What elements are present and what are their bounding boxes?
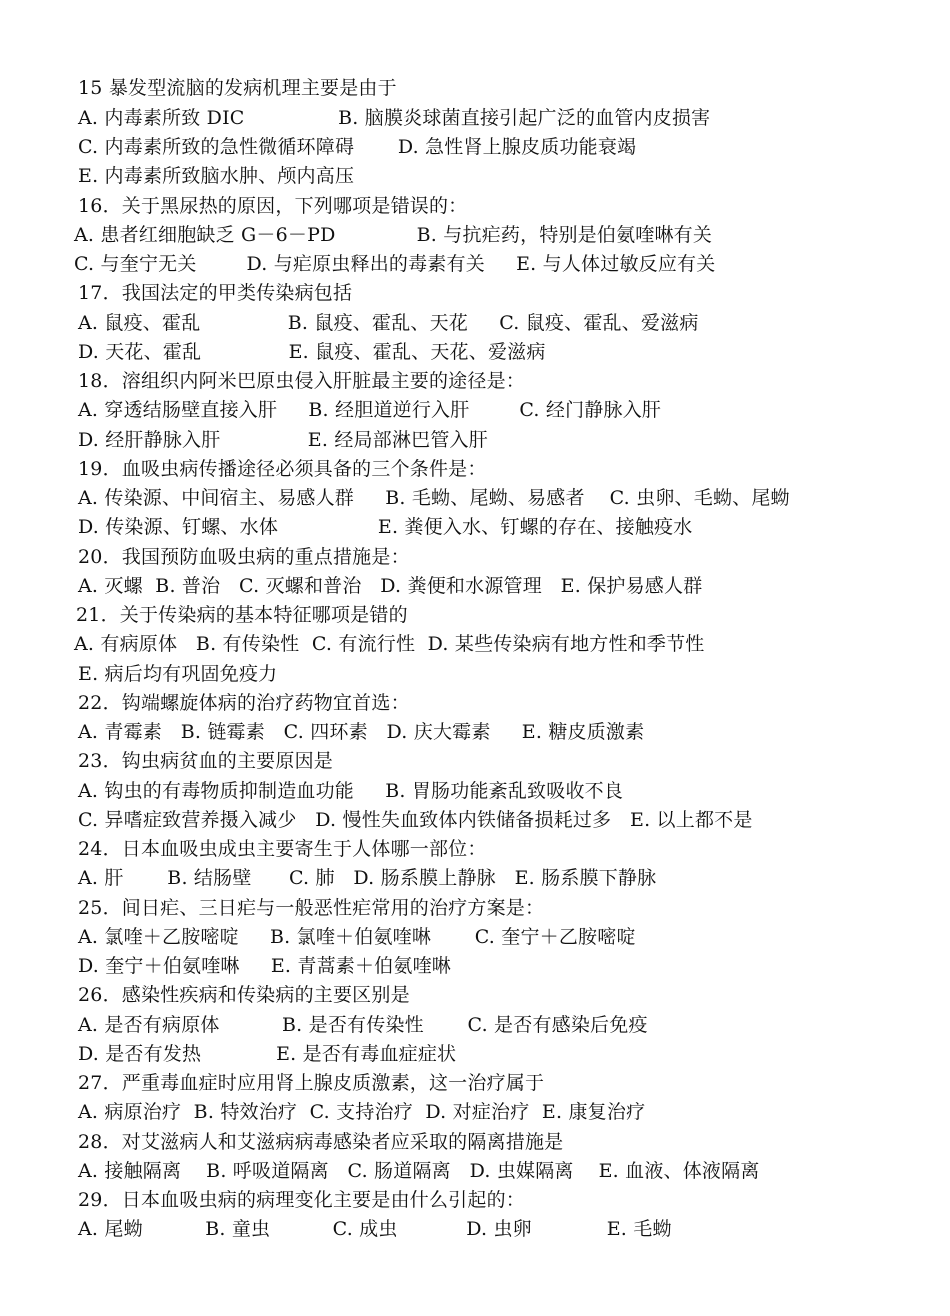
options-line: A. 青霉素 B. 链霉素 C. 四环素 D. 庆大霉素 E. 糖皮质激素 [78,721,645,743]
options-line: D. 是否有发热 E. 是否有毒血症症状 [78,1043,457,1065]
options-line: E. 内毒素所致脑水肿、颅内高压 [78,165,355,187]
question-15: 15 暴发型流脑的发病机理主要是由于 [78,77,397,99]
question-20: 20．我国预防血吸虫病的重点措施是： [78,546,410,568]
question-27: 27．严重毒血症时应用肾上腺皮质激素，这一治疗属于 [78,1072,545,1094]
options-line: A. 接触隔离 B. 呼吸道隔离 C. 肠道隔离 D. 虫媒隔离 E. 血液、体液隔离 [78,1160,760,1182]
options-line: C. 内毒素所致的急性微循环障碍 D. 急性肾上腺皮质功能衰竭 [78,136,637,158]
question-24: 24．日本血吸虫成虫主要寄生于人体哪一部位： [78,838,487,860]
question-16: 16．关于黑尿热的原因，下列哪项是错误的： [78,195,468,217]
question-17: 17．我国法定的甲类传染病包括 [78,282,353,304]
options-line: A. 内毒素所致 DIC B. 脑膜炎球菌直接引起广泛的血管内皮损害 [78,107,711,129]
options-line: A. 穿透结肠壁直接入肝 B. 经胆道逆行入肝 C. 经门静脉入肝 [78,399,662,421]
options-line: A. 是否有病原体 B. 是否有传染性 C. 是否有感染后免疫 [78,1014,648,1036]
options-line: D. 天花、霍乱 E. 鼠疫、霍乱、天花、爱滋病 [78,341,546,363]
options-line: E. 病后均有巩固免疫力 [78,663,278,685]
question-26: 26．感染性疾病和传染病的主要区别是 [78,984,410,1006]
options-line: D. 传染源、钉螺、水体 E. 粪便入水、钉螺的存在、接触疫水 [78,516,693,538]
options-line: A. 患者红细胞缺乏 G－6－PD B. 与抗疟药，特别是伯氨喹啉有关 [74,224,713,246]
options-line: C. 异嗜症致营养摄入减少 D. 慢性失血致体内铁储备损耗过多 E. 以上都不是 [78,809,753,831]
question-18: 18．溶组织内阿米巴原虫侵入肝脏最主要的途径是： [78,370,525,392]
options-line: A. 灭螺 B. 普治 C. 灭螺和普治 D. 粪便和水源管理 E. 保护易感人群 [78,575,703,597]
options-line: A. 钩虫的有毒物质抑制造血功能 B. 胃肠功能紊乱致吸收不良 [78,780,624,802]
question-29: 29．日本血吸虫病的病理变化主要是由什么引起的： [78,1189,525,1211]
options-line: D. 经肝静脉入肝 E. 经局部淋巴管入肝 [78,429,488,451]
question-28: 28．对艾滋病人和艾滋病病毒感染者应采取的隔离措施是 [78,1131,564,1153]
options-line: A. 氯喹＋乙胺嘧啶 B. 氯喹＋伯氨喹啉 C. 奎宁＋乙胺嘧啶 [78,926,636,948]
options-line: A. 有病原体 B. 有传染性 C. 有流行性 D. 某些传染病有地方性和季节性 [74,633,705,655]
options-line: A. 传染源、中间宿主、易感人群 B. 毛蚴、尾蚴、易感者 C. 虫卵、毛蚴、尾蚴 [78,487,790,509]
options-line: A. 肝 B. 结肠壁 C. 肺 D. 肠系膜上静脉 E. 肠系膜下静脉 [78,867,657,889]
question-22: 22．钩端螺旋体病的治疗药物宜首选： [78,692,410,714]
options-line: A. 尾蚴 B. 童虫 C. 成虫 D. 虫卵 E. 毛蚴 [78,1218,672,1240]
question-21: 21．关于传染病的基本特征哪项是错的 [76,604,408,626]
options-line: D. 奎宁＋伯氨喹啉 E. 青蒿素＋伯氨喹啉 [78,955,451,977]
options-line: A. 病原治疗 B. 特效治疗 C. 支持治疗 D. 对症治疗 E. 康复治疗 [78,1101,646,1123]
question-23: 23．钩虫病贫血的主要原因是 [78,750,333,772]
options-line: A. 鼠疫、霍乱 B. 鼠疫、霍乱、天花 C. 鼠疫、霍乱、爱滋病 [78,312,699,334]
question-25: 25．间日疟、三日疟与一般恶性疟常用的治疗方案是： [78,897,545,919]
question-19: 19．血吸虫病传播途径必须具备的三个条件是： [78,458,487,480]
options-line: C. 与奎宁无关 D. 与疟原虫释出的毒素有关 E. 与人体过敏反应有关 [74,253,716,275]
